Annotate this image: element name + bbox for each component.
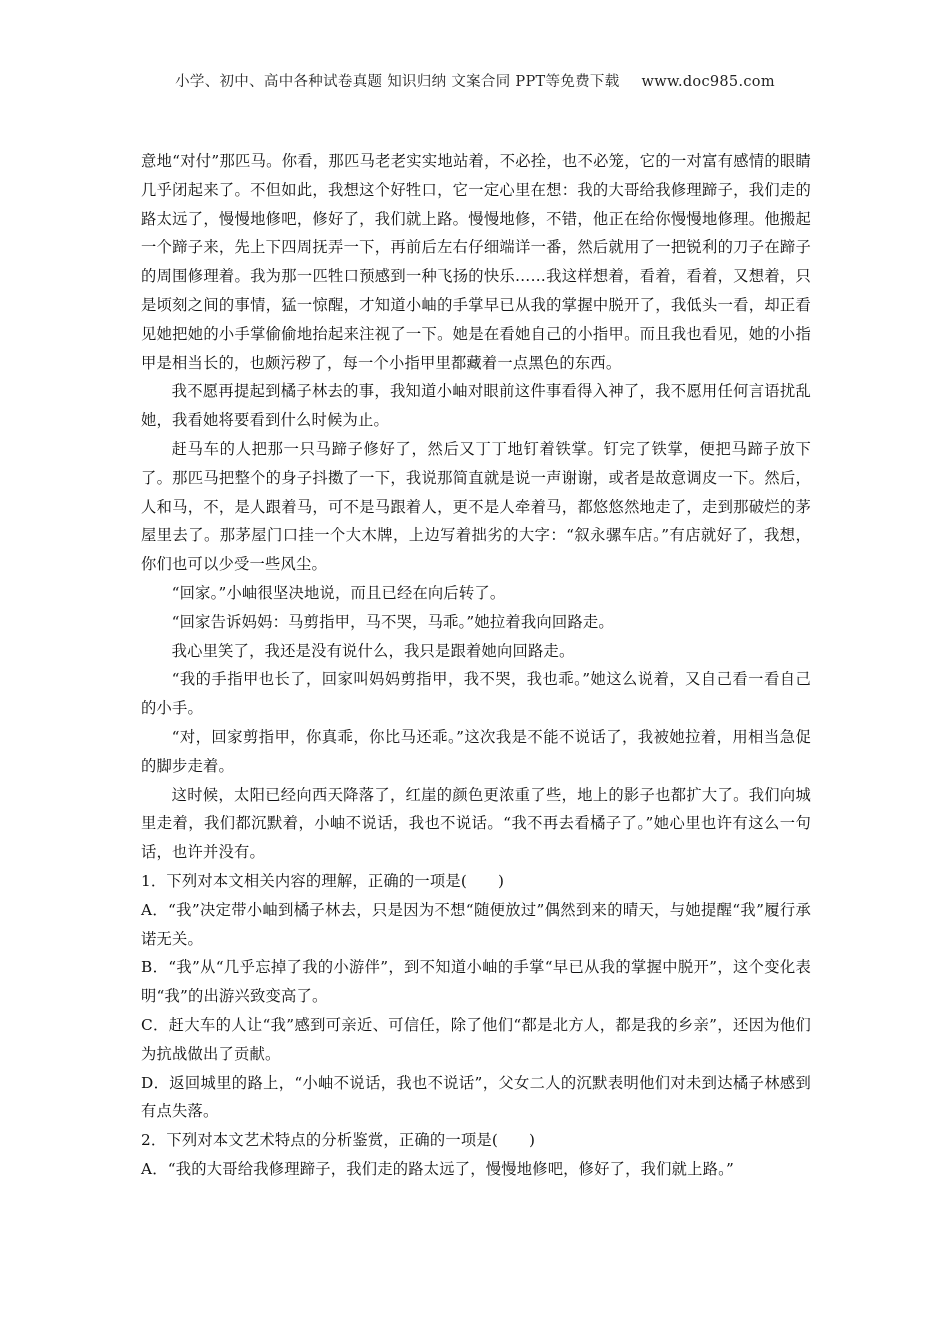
header-text: 小学、初中、高中各种试卷真题 知识归纳 文案合同 PPT等免费下载 [175, 74, 620, 90]
question-1-stem: 1．下列对本文相关内容的理解，正确的一项是( ) [141, 871, 505, 890]
question-1-option-b: B．“我”从“几乎忘掉了我的小游伴”，到不知道小岫的手掌“早已从我的掌握中脱开”，这个变化表明“我”的出游兴致变高了。 [141, 958, 811, 1006]
question-2-stem: 2．下列对本文艺术特点的分析鉴赏，正确的一项是( ) [141, 1131, 536, 1150]
article-paragraph-4: “回家。”小岫很坚决地说，而且已经在向后转了。 [171, 583, 506, 602]
question-1-option-d: D．返回城里的路上，“小岫不说话，我也不说话”，父女二人的沉默表明他们对未到达橘子林感到有点失落。 [141, 1073, 811, 1121]
article-paragraph-7: “我的手指甲也长了，回家叫妈妈剪指甲，我不哭，我也乖。”她这么说着，又自己看一看自己的小手。 [141, 670, 811, 718]
question-2-option-a: A．“我的大哥给我修理蹄子，我们走的路太远了，慢慢地修吧，修好了，我们就上路。” [141, 1159, 735, 1178]
article-paragraph-1: 意地“对付”那匹马。你看，那匹马老老实实地站着，不必拴，也不必笼，它的一对富有感情的眼睛几乎闭起来了。不但如此，我想这个好牲口，它一定心里在想：我的大哥给我修理蹄子，我们走的路太远了，慢慢地修吧，修好了，我们就上路。慢慢地修，不错，他正在给你慢慢地修理。他搬起一个蹄子来，先上下四周抚弄一下，再前后左右仔细端详一番，然后就用了一把锐利的刀子在蹄子的周围修理着。我为那一匹牲口预感到一种飞扬的快乐……我这样想着，看着，看着，又想着，只是顷刻之间的事情，猛一惊醒，才知道小岫的手掌早已从我的掌握中脱开了，我低头一看，却正看见她把她的小手掌偷偷地抬起来注视了一下。她是在看她自己的小指甲。而且我也看见，她的小指甲是相当长的，也颇污秽了，每一个小指甲里都藏着一点黑色的东西。 [141, 152, 811, 372]
article-paragraph-8: “对，回家剪指甲，你真乖，你比马还乖。”这次我是不能不说话了，我被她拉着，用相当急促的脚步走着。 [141, 727, 811, 775]
article-paragraph-5: “回家告诉妈妈：马剪指甲，马不哭，马乖。”她拉着我向回路走。 [171, 612, 614, 631]
page-header [0, 70, 950, 91]
document-body [141, 147, 811, 1184]
article-paragraph-6: 我心里笑了，我还是没有说什么，我只是跟着她向回路走。 [171, 641, 575, 660]
article-paragraph-9: 这时候，太阳已经向西天降落了，红崖的颜色更浓重了些，地上的影子也都扩大了。我们向城里走着，我们都沉默着，小岫不说话，我也不说话。“我不再去看橘子了。”她心里也许有这么一句话，也许并没有。 [141, 785, 811, 862]
question-1-option-c: C．赶大车的人让“我”感到可亲近、可信任，除了他们“都是北方人，都是我的乡亲”，还因为他们为抗战做出了贡献。 [141, 1015, 811, 1063]
question-1-option-a: A．“我”决定带小岫到橘子林去，只是因为不想“随便放过”偶然到来的晴天，与她提醒“我”履行承诺无关。 [141, 900, 811, 948]
header-site-link[interactable]: www.doc985.com [641, 74, 775, 90]
article-paragraph-3: 赶马车的人把那一只马蹄子修好了，然后又丁丁地钉着铁掌。钉完了铁掌，便把马蹄子放下了。那匹马把整个的身子抖擞了一下，我说那简直就是说一声谢谢，或者是故意调皮一下。然后，人和马，不，是人跟着马，可不是马跟着人，更不是人牵着马，都悠悠然地走了，走到那破烂的茅屋里去了。那茅屋门口挂一个大木牌，上边写着拙劣的大字：“叙永骡车店。”有店就好了，我想，你们也可以少受一些风尘。 [141, 439, 811, 574]
article-paragraph-2: 我不愿再提起到橘子林去的事，我知道小岫对眼前这件事看得入神了，我不愿用任何言语扰乱她，我看她将要看到什么时候为止。 [141, 382, 811, 430]
